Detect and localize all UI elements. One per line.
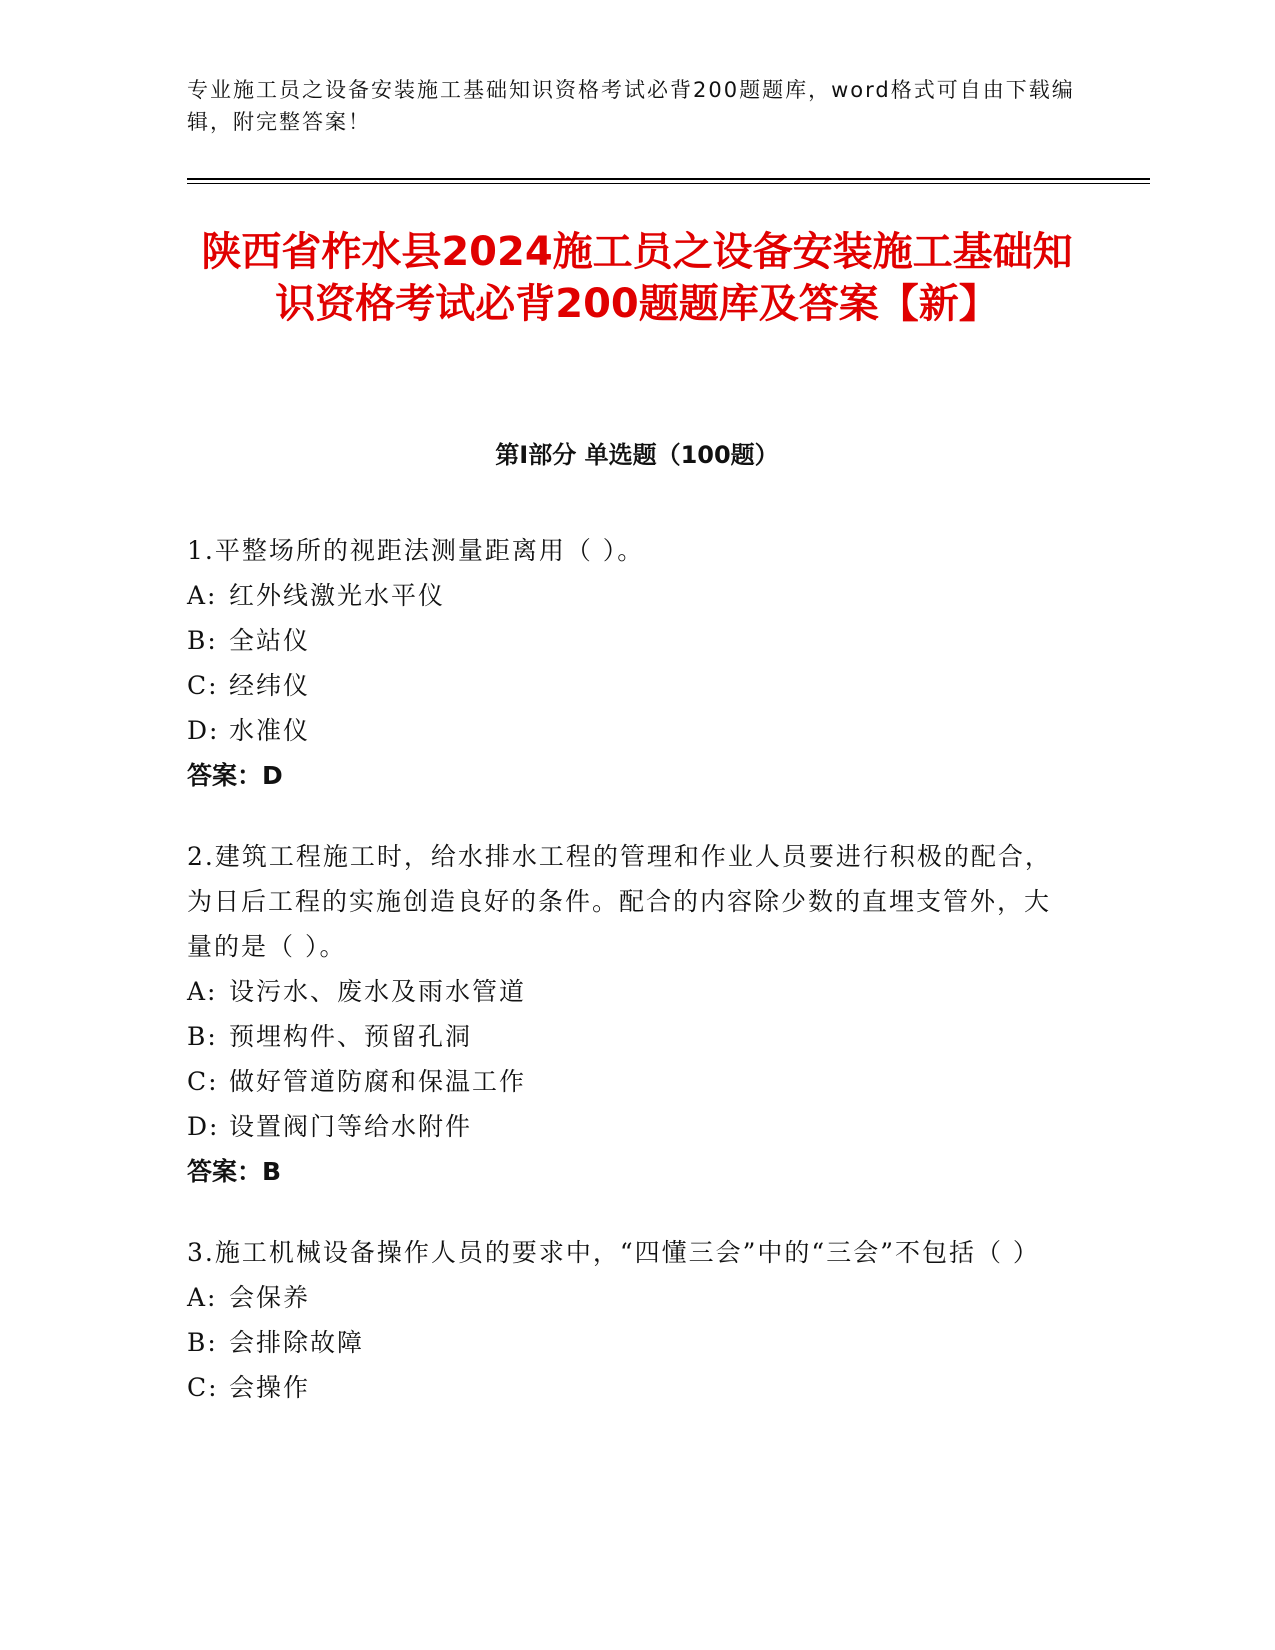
option-b — [187, 1320, 1067, 1365]
option-letter: C: — [187, 671, 219, 700]
question-3 — [187, 1230, 1067, 1410]
header-divider-thin — [187, 183, 1150, 184]
option-letter: B: — [187, 1022, 218, 1051]
question-1 — [187, 528, 1067, 798]
answer-label: 答案：D — [187, 761, 283, 790]
option-text: 红外线激光水平仪 — [229, 581, 446, 610]
option-letter: A: — [187, 581, 218, 610]
option-c — [187, 1059, 1067, 1104]
option-a — [187, 969, 1067, 1014]
option-text: 水准仪 — [229, 716, 311, 745]
option-letter: D: — [187, 1112, 220, 1141]
option-text: 设污水、废水及雨水管道 — [229, 977, 527, 1006]
option-letter: B: — [187, 626, 218, 655]
header-divider-thick — [187, 178, 1150, 180]
option-text: 会排除故障 — [229, 1328, 365, 1357]
option-letter: C: — [187, 1373, 219, 1402]
option-letter: B: — [187, 1328, 218, 1357]
answer-label: 答案：B — [187, 1157, 282, 1186]
option-a — [187, 573, 1067, 618]
option-text: 预埋构件、预留孔洞 — [229, 1022, 473, 1051]
question-2 — [187, 834, 1067, 1194]
document-title: 陕西省柞水县2024施工员之设备安装施工基础知识资格考试必背200题题库及答案【新】 — [201, 229, 1073, 327]
option-text: 会操作 — [229, 1373, 311, 1402]
header-note: 专业施工员之设备安装施工基础知识资格考试必背200题题库，word格式可自由下载编辑，附完整答案！ — [187, 78, 1075, 134]
option-text: 经纬仪 — [229, 671, 311, 700]
option-d — [187, 708, 1067, 753]
option-letter: C: — [187, 1067, 219, 1096]
section-title: 第Ⅰ部分 单选题（100题） — [495, 441, 779, 469]
option-text: 做好管道防腐和保温工作 — [229, 1067, 527, 1096]
option-text: 设置阀门等给水附件 — [229, 1112, 473, 1141]
option-b — [187, 1014, 1067, 1059]
option-a — [187, 1275, 1067, 1320]
option-text: 会保养 — [229, 1283, 311, 1312]
option-d — [187, 1104, 1067, 1149]
question-stem: 2.建筑工程施工时，给水排水工程的管理和作业人员要进行积极的配合，为日后工程的实施创造良好的条件。配合的内容除少数的直埋支管外，大量的是（ ）。 — [187, 842, 1052, 961]
question-stem: 1.平整场所的视距法测量距离用（ ）。 — [187, 536, 645, 565]
option-c — [187, 663, 1067, 708]
question-list — [187, 528, 1067, 1446]
option-letter: A: — [187, 1283, 218, 1312]
question-stem: 3.施工机械设备操作人员的要求中，“四懂三会”中的“三会”不包括（ ） — [187, 1238, 1040, 1267]
option-text: 全站仪 — [229, 626, 311, 655]
option-letter: D: — [187, 716, 220, 745]
option-b — [187, 618, 1067, 663]
option-c — [187, 1365, 1067, 1410]
option-letter: A: — [187, 977, 218, 1006]
